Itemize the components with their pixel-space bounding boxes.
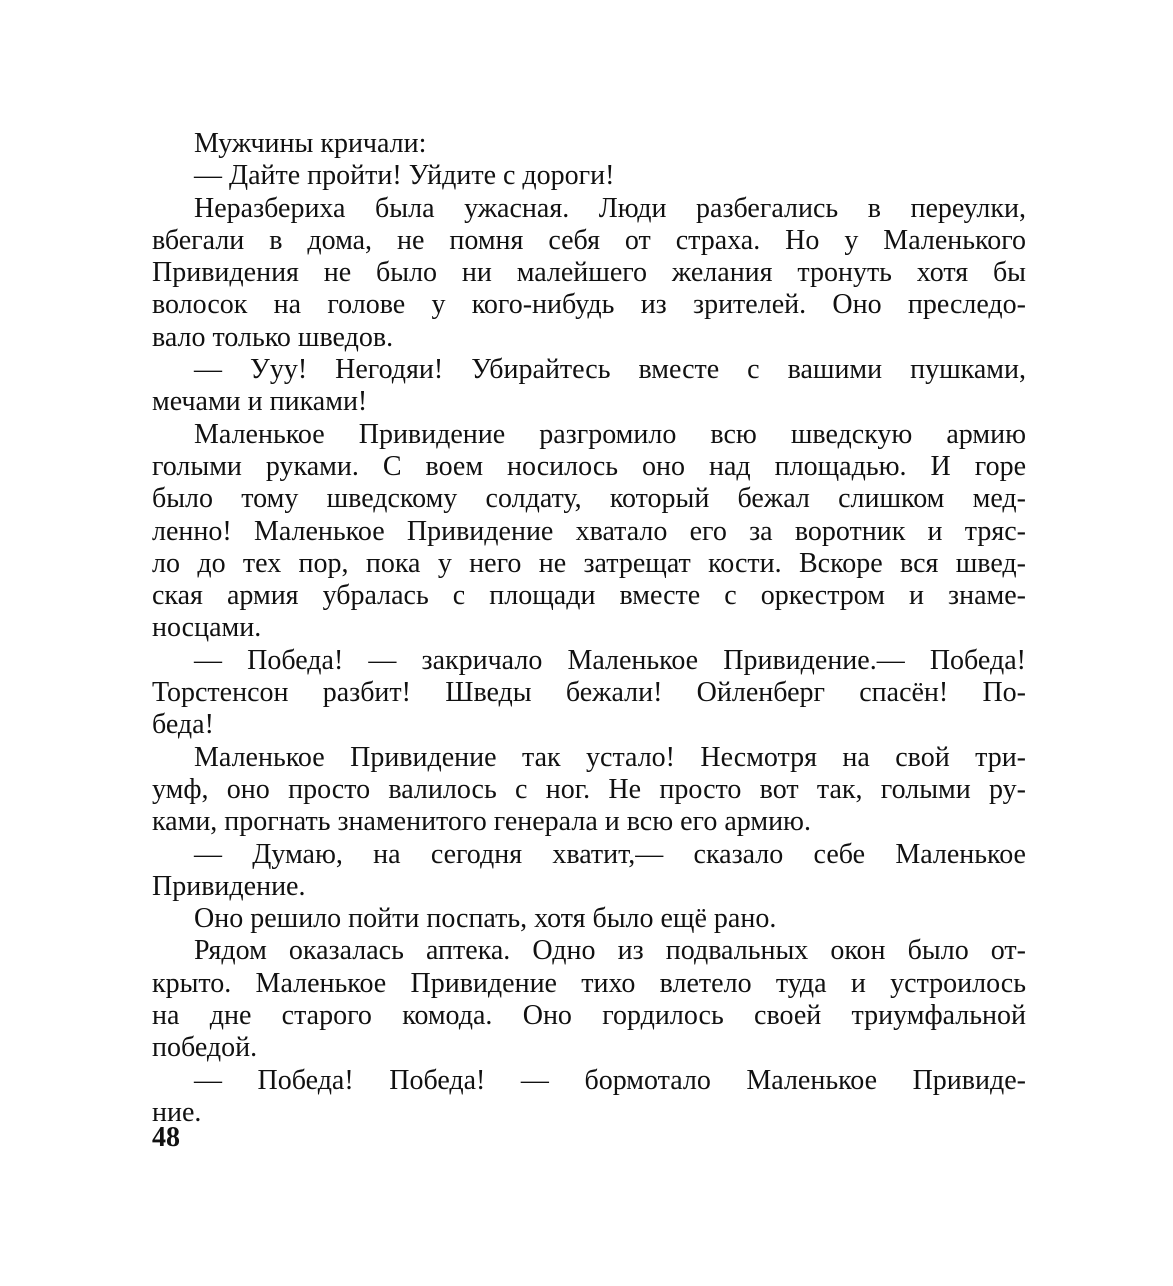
- text-line: Привидение.: [152, 870, 306, 902]
- text-line: — Дайте пройти! Уйдите с дороги!: [194, 160, 615, 192]
- text-line: — Думаю, на сегодня хватит,— сказало себе Маленькое: [194, 838, 1026, 870]
- text-line: ская армия убралась с площади вместе с оркестром и знаме-: [152, 580, 1026, 612]
- text-line: вбегали в дома, не помня себя от страха. Но у Маленького: [152, 224, 1026, 256]
- text-line: голыми руками. С воем носилось оно над площадью. И горе: [152, 450, 1026, 482]
- text-line: Рядом оказалась аптека. Одно из подвальных окон было от-: [194, 935, 1026, 967]
- text-line: ло до тех пор, пока у него не затрещат кости. Вскоре вся швед-: [152, 547, 1026, 579]
- text-line: Маленькое Привидение разгромило всю шведскую армию: [194, 418, 1026, 450]
- text-line: ками, прогнать знаменитого генерала и всю его армию.: [152, 806, 811, 838]
- page-body-text: [152, 128, 1026, 1129]
- text-line: Мужчины кричали:: [194, 128, 427, 159]
- text-line: победой.: [152, 1032, 258, 1064]
- text-line: волосок на голове у кого-нибудь из зрителей. Оно преследо-: [152, 289, 1026, 321]
- text-line: на дне старого комода. Оно гордилось своей триумфальной: [152, 1000, 1026, 1032]
- text-line: беда!: [152, 709, 214, 741]
- text-line: носцами.: [152, 612, 262, 644]
- text-line: ние.: [152, 1096, 202, 1128]
- text-line: — Победа! Победа! — бормотало Маленькое Привиде-: [194, 1064, 1026, 1096]
- text-line: — Ууу! Негодяи! Убирайтесь вместе с вашими пушками,: [194, 354, 1026, 386]
- text-line: Оно решило пойти поспать, хотя было ещё рано.: [194, 903, 777, 935]
- text-line: Торстенсон разбит! Шведы бежали! Ойленберг спасён! По-: [152, 677, 1026, 709]
- text-line: вало только шведов.: [152, 321, 394, 353]
- text-line: ленно! Маленькое Привидение хватало его за воротник и тряс-: [152, 515, 1026, 547]
- text-line: умф, оно просто валилось с ног. Не просто вот так, голыми ру-: [152, 773, 1026, 805]
- text-line: крыто. Маленькое Привидение тихо влетело туда и устроилось: [152, 967, 1026, 999]
- text-line: Привидения не было ни малейшего желания тронуть хотя бы: [152, 257, 1026, 289]
- text-line: было тому шведскому солдату, который бежал слишком мед-: [152, 483, 1026, 515]
- text-line: Маленькое Привидение так устало! Несмотря на свой три-: [194, 741, 1026, 773]
- text-line: мечами и пиками!: [152, 386, 368, 418]
- page-number: 48: [152, 1122, 180, 1153]
- text-line: — Победа! — закричало Маленькое Привидение.— Победа!: [194, 644, 1026, 676]
- text-line: Неразбериха была ужасная. Люди разбегались в переулки,: [194, 192, 1026, 224]
